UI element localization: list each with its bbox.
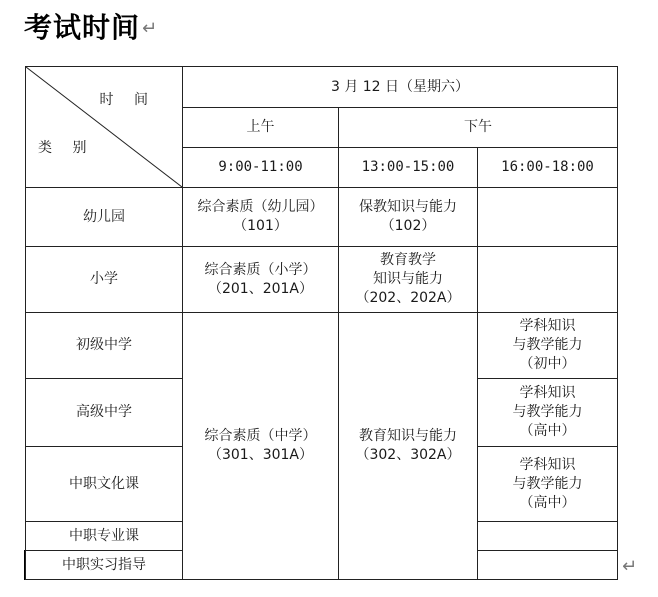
category-cell: 高级中学: [26, 379, 183, 447]
exam-code: （201、201A）: [207, 280, 314, 297]
exam-subject: 综合素质（幼儿园）: [197, 199, 324, 215]
page-title: [24, 8, 158, 49]
exam-code: （高中）: [519, 494, 576, 511]
exam-cell: [183, 247, 339, 313]
diagonal-line: [26, 67, 182, 187]
table-row: [26, 313, 618, 379]
exam-code: （101）: [233, 218, 288, 234]
title-text: 考试时间: [24, 11, 141, 44]
table-row: [26, 188, 618, 247]
exam-code: （302、302A）: [355, 447, 461, 463]
exam-code: （301、301A）: [207, 447, 314, 463]
exam-cell: [478, 379, 618, 447]
exam-subject: 教育教学: [380, 252, 436, 268]
category-cell: 幼儿园: [26, 188, 183, 247]
category-cell: 初级中学: [26, 313, 183, 379]
empty-cell: [478, 551, 618, 580]
exam-subject: 综合素质（小学）: [204, 261, 317, 278]
empty-cell: [478, 188, 618, 247]
exam-code: （102）: [380, 218, 436, 234]
exam-cell: [478, 313, 618, 379]
exam-schedule-table: [25, 66, 618, 580]
exam-code: （高中）: [519, 423, 576, 439]
afternoon-header: 下午: [339, 108, 618, 148]
exam-code: （202、202A）: [355, 290, 461, 306]
exam-subject: 与教学能力: [512, 404, 583, 420]
category-cell: 小学: [26, 247, 183, 313]
exam-cell: [183, 188, 339, 247]
exam-subject: 学科知识: [519, 456, 576, 473]
exam-subject: 教育知识与能力: [359, 428, 457, 444]
date-header: 3 月 12 日（星期六）: [183, 67, 618, 108]
morning-header: 上午: [183, 108, 339, 148]
exam-subject: 知识与能力: [373, 271, 443, 287]
exam-subject: 与教学能力: [512, 475, 583, 492]
exam-cell: [339, 188, 478, 247]
table-row: [26, 67, 618, 108]
slot-header-2: 13:00-15:00: [339, 148, 478, 188]
paragraph-mark-icon: ↵: [622, 556, 638, 577]
exam-code: （初中）: [519, 356, 576, 372]
empty-cell: [478, 522, 618, 551]
exam-subject: 学科知识: [519, 385, 576, 401]
diag-category-label: 类 别: [38, 140, 95, 156]
category-cell: 中职实习指导: [26, 551, 183, 580]
exam-subject: 与教学能力: [512, 337, 583, 353]
exam-subject: 综合素质（中学）: [204, 428, 317, 444]
exam-cell: [478, 447, 618, 522]
slot-header-1: 9:00-11:00: [183, 148, 339, 188]
exam-subject: 保教知识与能力: [359, 199, 457, 215]
empty-cell: [478, 247, 618, 313]
table-row: [26, 247, 618, 313]
category-cell: 中职专业课: [26, 522, 183, 551]
exam-cell-merged: [339, 313, 478, 580]
exam-cell-merged: [183, 313, 339, 580]
exam-cell: [339, 247, 478, 313]
exam-subject: 学科知识: [519, 318, 576, 334]
slot-header-3: 16:00-18:00: [478, 148, 618, 188]
category-cell: 中职文化课: [26, 447, 183, 522]
diag-time-label: 时 间: [99, 92, 156, 108]
paragraph-mark-icon: ↵: [142, 18, 159, 39]
diagonal-header-cell: [26, 67, 183, 188]
